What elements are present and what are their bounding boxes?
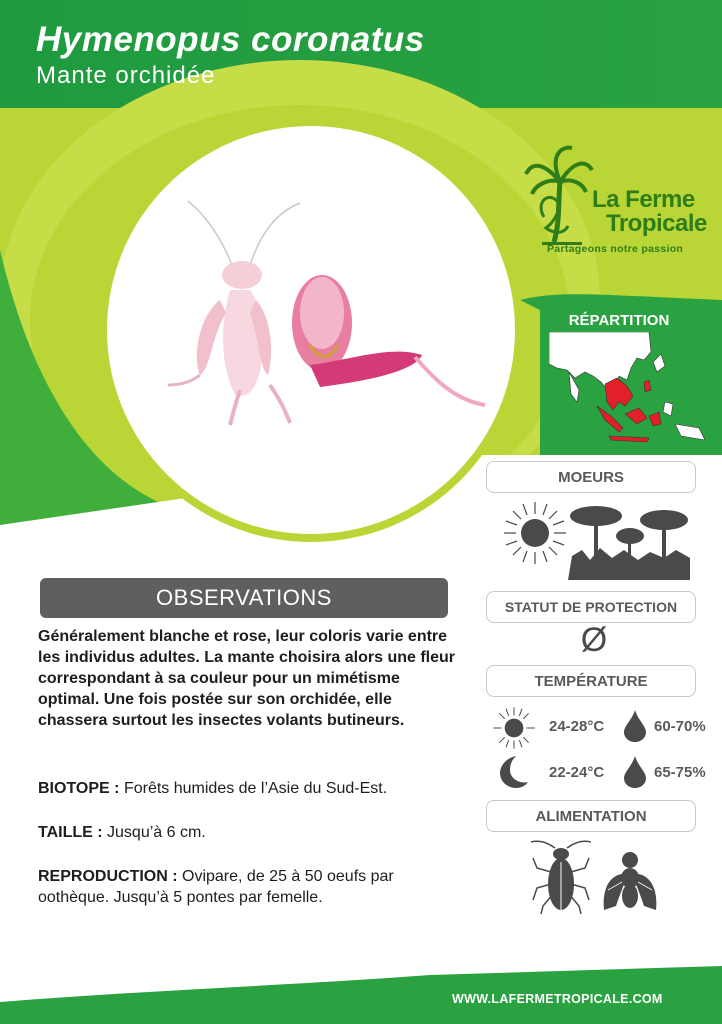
night-humidity-drop-icon (624, 756, 646, 788)
observations-description: Généralement blanche et rose, leur coloris varie entre les individus adultes. La mante choisira alors une fleur correspondant à sa couleur pour un mimétisme optimal. Une fois postée sur son orchidée, elle chassera surtout les insectes volants butineurs. (38, 628, 456, 729)
diurnal-sun-icon (502, 500, 568, 566)
biotope-line (38, 778, 458, 799)
temperature-label: TEMPÉRATURE (486, 665, 696, 697)
biotope-label: BIOTOPE : (38, 780, 120, 797)
taille-label: TAILLE : (38, 824, 103, 841)
logo-tagline: Partageons notre passion (547, 243, 684, 255)
night-moon-icon (500, 756, 528, 788)
website-link[interactable]: WWW.LAFERMETROPICALE.COM (452, 992, 663, 1006)
forest-icon (568, 500, 690, 580)
protection-label: STATUT DE PROTECTION (486, 591, 696, 623)
day-humidity: 60-70% (654, 718, 706, 735)
orchid-mantis-photo (160, 195, 500, 435)
cockroach-icon (531, 838, 591, 914)
night-humidity: 65-75% (654, 764, 706, 781)
page-title: Hymenopus coronatus (36, 20, 425, 59)
reproduction-label: REPRODUCTION : (38, 868, 178, 885)
alimentation-label: ALIMENTATION (486, 800, 696, 832)
observations-heading: OBSERVATIONS (40, 578, 448, 618)
taille-value: Jusqu’à 6 cm. (102, 824, 206, 841)
repartition-label: RÉPARTITION (568, 312, 670, 329)
night-temperature: 22-24°C (549, 764, 605, 781)
day-humidity-drop-icon (624, 710, 646, 742)
biotope-value: Forêts humides de l’Asie du Sud-Est. (119, 780, 388, 797)
reproduction-value: Ovipare, de 25 à 50 oeufs par oothèque. Jusqu’à 5 pontes par femelle. (38, 868, 394, 906)
protection-none-symbol: Ø (580, 621, 608, 659)
la-ferme-tropicale-logo (524, 142, 594, 248)
logo-name-line2: Tropicale (606, 210, 707, 237)
distribution-map (549, 332, 709, 447)
fly-icon (602, 850, 658, 912)
moeurs-label: MOEURS (486, 461, 696, 493)
reproduction-line (38, 866, 458, 908)
taille-line (38, 822, 458, 843)
day-temperature: 24-28°C (549, 718, 605, 735)
day-sun-icon (492, 706, 536, 750)
logo-name-line1: La Ferme (592, 186, 695, 213)
page-subtitle: Mante orchidée (36, 62, 216, 89)
